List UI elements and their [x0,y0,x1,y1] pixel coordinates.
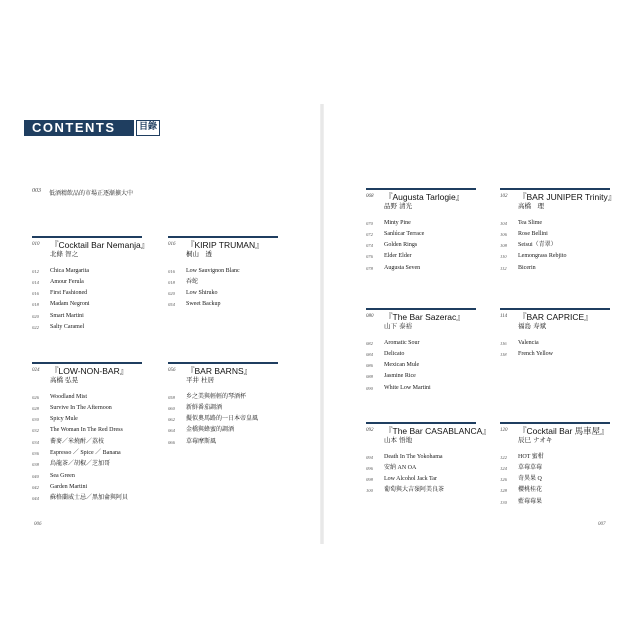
entry-page-number: 034 [32,439,39,445]
entry-title: Bicerin [518,264,536,271]
entry-title: Garden Martini [50,483,88,490]
entry-page-number: 020 [168,291,175,297]
entry-page-number: 030 [32,417,39,423]
section-title: 『BAR BARNS』 [186,365,253,376]
toc-entry [500,349,612,360]
entry-page-number: 020 [32,313,39,319]
entry-title: 櫻桃桂花 [518,487,543,494]
toc-entry [500,240,612,251]
entry-title: Spicy Mule [50,416,78,423]
toc-entry [500,474,612,485]
section-author: 平井 杜居 [186,375,215,384]
entry-page-number: 124 [500,465,507,471]
section-rule [168,362,278,364]
entry-title: Salty Caramel [50,324,85,331]
toc-entry [32,493,144,504]
toc-entry [500,263,612,274]
entry-page-number: 012 [32,268,39,274]
section-entries [168,392,280,448]
entry-page-number: 016 [168,268,175,274]
toc-entry [32,459,144,470]
section-entries [168,266,280,311]
section-rule [366,188,476,190]
toc-entry [32,403,144,414]
toc-entry [32,448,144,459]
contents-title: CONTENTS [24,120,134,136]
entry-page-number: 036 [32,451,39,457]
section-header [500,426,612,445]
entry-page-number: 094 [366,454,373,460]
section-author: 品野 清光 [384,201,413,210]
entry-page-number: 098 [366,477,373,483]
entry-page-number: 060 [168,405,175,411]
toc-entry [500,485,612,496]
entry-page-number: 016 [32,291,39,297]
section-page-number: 102 [500,193,508,199]
entry-page-number: 086 [366,363,373,369]
entry-page-number: 018 [32,302,39,308]
section-title: 『LOW-NON-BAR』 [50,365,129,376]
entry-page-number: 106 [500,231,507,237]
toc-entry [32,322,144,333]
section-page-number: 080 [366,313,374,319]
entry-page-number: 108 [500,243,507,249]
entry-title: Chica Margarita [50,267,90,274]
entry-title: Lemongrass Rebjito [518,253,567,260]
toc-entry [366,474,478,485]
entry-title: 新鮮番茄調酒 [186,404,223,411]
section-entries [32,266,144,334]
toc-section [500,308,612,360]
intro-entry [32,188,133,197]
section-rule [32,362,142,364]
entry-page-number: 116 [500,340,507,346]
entry-title: 葡萄與大吉嶺阿美良茶 [384,487,445,494]
section-header [32,239,150,259]
entry-page-number: 062 [168,417,175,423]
entry-page-number: 042 [32,484,39,490]
intro-text: 低酒精飲品的市場正逐漸擴大中 [49,190,134,197]
entry-page-number: 078 [366,265,373,271]
toc-entry [366,263,478,274]
entry-title: 吞蛇 [186,278,199,285]
entry-page-number: 088 [366,374,373,380]
toc-entry [366,463,478,474]
section-author: 辰巳 ナオキ [518,435,553,444]
entry-title: 安納 AN OA [384,464,417,471]
section-page-number: 016 [168,241,176,247]
toc-entry [500,229,612,240]
entry-title: Jasmine Rice [384,373,416,380]
entry-title: Death In The Yokohama [384,453,443,460]
toc-entry [500,452,612,463]
entry-page-number: 014 [32,279,39,285]
toc-section [168,362,280,448]
entry-title: Minty Pine [384,219,411,226]
toc-section [366,188,478,274]
entry-title: Seisui（青翠） [518,242,557,249]
section-entries [500,338,612,361]
entry-title: Espresso ／ Spice ／ Banana [50,450,121,457]
toc-entry [32,288,144,299]
section-author: 高橋 理 [518,201,544,210]
entry-page-number: 058 [168,394,175,400]
entry-page-number: 066 [168,439,175,445]
entry-title: Rose Bellini [518,230,548,237]
section-author: 北條 智之 [50,249,79,258]
entry-page-number: 130 [500,499,507,505]
section-header [500,191,617,211]
entry-title: Amour Ferula [50,278,84,285]
toc-entry [168,288,280,299]
section-rule [366,308,476,310]
entry-page-number: 090 [366,385,373,391]
toc-entry [366,349,478,360]
section-page-number: 120 [500,427,508,433]
toc-entry [168,437,280,448]
toc-entry [366,229,478,240]
section-rule [168,236,278,238]
toc-section [32,362,144,505]
section-title: 『Augusta Tarlogie』 [384,191,465,202]
entry-title: 擬似奧馬路的一日本帝皇風 [186,416,259,423]
toc-section [366,422,491,497]
section-rule [500,188,610,190]
section-rule [366,422,476,424]
page-number-right: 007 [598,522,606,527]
entry-page-number: 028 [32,405,39,411]
section-header [500,312,612,331]
section-header [168,366,280,385]
section-title: 『Cocktail Bar Nemanja』 [50,239,150,250]
toc-section [500,188,617,274]
entry-page-number: 100 [366,488,373,494]
section-rule [32,236,142,238]
section-entries [32,392,144,505]
toc-entry [366,240,478,251]
entry-title: Madam Negroni [50,301,90,308]
entry-title: The Woman In The Red Dress [50,427,123,434]
toc-entry [366,360,478,371]
entry-page-number: 112 [500,265,507,271]
entry-page-number: 084 [366,351,373,357]
entry-page-number: 104 [500,220,507,226]
entry-page-number: 038 [32,462,39,468]
toc-entry [32,437,144,448]
entry-title: Survive In The Afternoon [50,404,112,411]
toc-entry [168,425,280,436]
entry-title: Delicato [384,350,405,357]
entry-title: Valencia [518,339,539,346]
entry-page-number: 070 [366,220,373,226]
entry-title: Aromatic Sour [384,339,420,346]
section-header [366,192,478,211]
toc-entry [366,452,478,463]
entry-title: Augusta Seven [384,264,421,271]
section-title: 『KIRIP TRUMAN』 [186,239,264,250]
entry-title: Tea Slime [518,219,543,226]
section-page-number: 068 [366,193,374,199]
entry-title: 蘇格蘭威士忌／黑加侖與阿貝 [50,495,129,502]
entry-page-number: 074 [366,243,373,249]
toc-entry [500,497,612,508]
entry-title: Elder Elder [384,253,412,260]
section-entries [366,218,478,274]
entry-title: 草莓摩斯風 [186,438,217,445]
toc-entry [32,425,144,436]
entry-title: Sweet Backup [186,301,221,308]
toc-entry [168,392,280,403]
section-author: 山本 悟地 [384,435,413,444]
toc-entry [32,266,144,277]
toc-entry [168,299,280,310]
section-header [366,425,491,445]
entry-title: Smart Martini [50,312,84,319]
entry-title: 金橋與蜂蜜的調酒 [186,427,235,434]
entry-title: 烏龍茶／胡椒／芝加哥 [50,461,111,468]
entry-title: Low Sauvignon Blanc [186,267,240,274]
entry-page-number: 118 [500,351,507,357]
section-page-number: 114 [500,313,508,319]
section-rule [500,308,610,310]
toc-entry [168,414,280,425]
entry-title: Low Alcohol Jack Tar [384,476,437,483]
toc-entry [168,403,280,414]
entry-title: French Yellow [518,350,554,357]
section-title: 『BAR CAPRICE』 [518,311,593,322]
section-header [168,240,280,259]
entry-page-number: 018 [168,279,175,285]
toc-entry [500,463,612,474]
section-rule [500,422,610,424]
section-author: 桐山 透 [186,249,212,258]
entry-page-number: 040 [32,473,39,479]
section-title: 『BAR JUNIPER Trinity』 [518,191,617,202]
entry-page-number: 076 [366,254,373,260]
section-author: 福島 寿斌 [518,321,547,330]
toc-entry [500,251,612,262]
entry-page-number: 026 [32,394,39,400]
entry-title: Sea Green [50,472,75,479]
entry-page-number: 122 [500,454,507,460]
entry-title: Golden Rings [384,242,418,249]
section-page-number: 024 [32,367,40,373]
entry-page-number: 054 [168,302,175,308]
toc-entry [32,392,144,403]
section-header [32,366,144,385]
entry-title: 乡之美與輕輕的琴酒杯 [186,393,247,400]
toc-entry [366,371,478,382]
entry-title: 蕎麥／米燒酎／荔枝 [50,438,105,445]
toc-entry [32,471,144,482]
section-page-number: 010 [32,241,40,247]
contents-header [24,120,160,136]
toc-section [168,236,280,311]
entry-page-number: 110 [500,254,507,260]
toc-entry [32,311,144,322]
section-title: 『Cocktail Bar 馬車屋』 [518,425,609,436]
entry-page-number: 072 [366,231,373,237]
contents-title-zh: 目錄 [136,120,160,136]
section-header [366,312,478,331]
entry-title: HOT 蜜柑 [518,453,544,460]
section-title: 『The Bar CASABLANCA』 [384,425,491,436]
entry-title: Sanlúcar Terrace [384,230,425,237]
toc-entry [366,218,478,229]
section-entries [500,452,612,508]
entry-title: 草莓草莓 [518,464,543,471]
toc-section [366,308,478,394]
toc-entry [168,266,280,277]
entry-title: Low Shiruko [186,290,218,297]
section-author: 山下 泰裕 [384,321,413,330]
entry-title: Mexican Mule [384,362,420,369]
section-page-number: 056 [168,367,176,373]
toc-entry [500,338,612,349]
entry-title: 藍莓莓果 [518,498,543,505]
entry-page-number: 082 [366,340,373,346]
entry-title: 奇異果 Q [518,476,542,483]
entry-page-number: 126 [500,477,507,483]
toc-entry [32,414,144,425]
toc-entry [32,482,144,493]
section-title: 『The Bar Sazerac』 [384,311,465,322]
section-author: 高橋 弘晃 [50,375,79,384]
toc-entry [500,218,612,229]
toc-section [32,236,150,333]
entry-title: First Fashioned [50,290,88,297]
section-page-number: 092 [366,427,374,433]
intro-page-number: 003 [32,188,41,194]
toc-entry [168,277,280,288]
toc-entry [366,383,478,394]
section-entries [366,452,478,497]
section-entries [500,218,612,274]
toc-entry [32,277,144,288]
entry-page-number: 128 [500,488,507,494]
section-entries [366,338,478,394]
entry-page-number: 044 [32,496,39,502]
toc-entry [32,299,144,310]
entry-title: Woodland Mist [50,393,88,400]
entry-page-number: 064 [168,428,175,434]
toc-entry [366,485,478,496]
toc-entry [366,251,478,262]
toc-section [500,422,612,508]
entry-page-number: 096 [366,465,373,471]
page-number-left: 006 [34,522,42,527]
page-gutter [320,104,324,544]
entry-page-number: 032 [32,428,39,434]
toc-entry [366,338,478,349]
entry-title: White Low Martini [384,384,431,391]
entry-page-number: 022 [32,325,39,331]
